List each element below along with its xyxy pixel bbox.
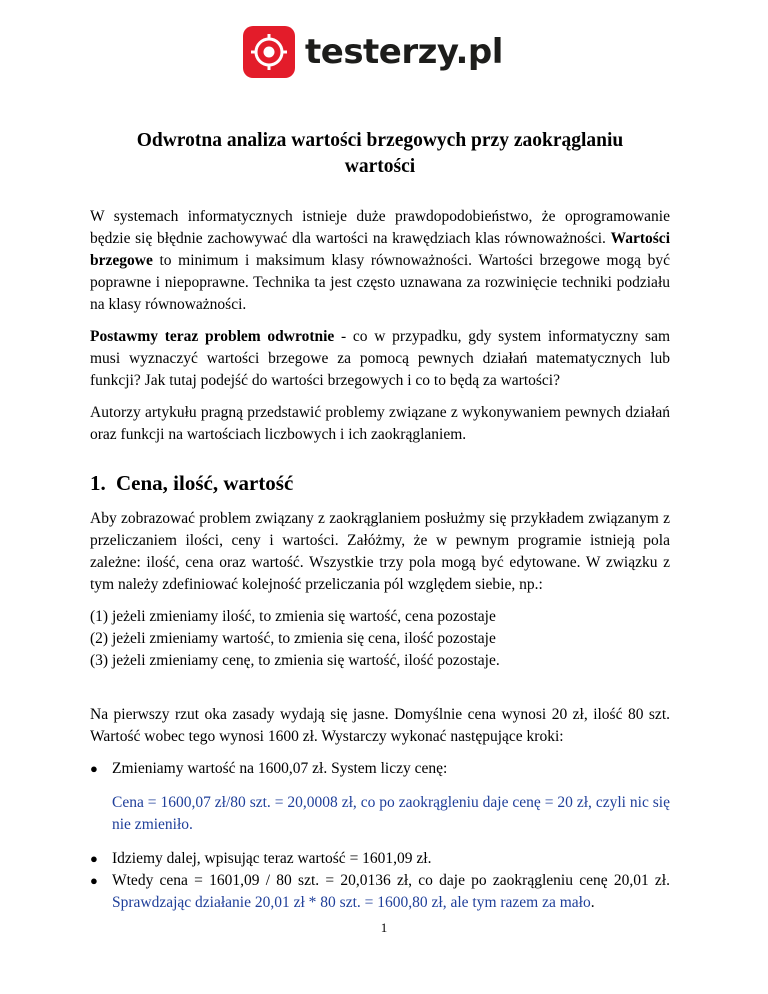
logo-text: testerzy.pl: [305, 32, 503, 72]
intro-paragraph-1: W systemach informatycznych istnieje duże prawdopodobieństwo, że oprogramowanie będzie się błędnie zachowywać dla wartości na krawędziach klas równoważności. Wartości brzegowe to minimum i maksimum klasy równoważności. Wartości brzegowe mogą być poprawne i niepoprawne. Technika ta jest często uznawana za rozwinięcie techniki podziału na klasy równoważności.: [90, 208, 670, 313]
list-item: ● Idziemy dalej, wpisując teraz wartość = 1601,09 zł.: [90, 848, 670, 870]
testerzy-logo-icon: [243, 26, 295, 78]
bullet-icon: ●: [90, 873, 98, 888]
rules-list: [90, 606, 670, 672]
page-number: 1: [380, 920, 388, 935]
calculation-check: Sprawdzając działanie 20,01 zł * 80 szt. = 1600,80 zł, ale tym razem za mało: [112, 894, 591, 911]
section-number: 1.: [90, 471, 106, 495]
bullet-icon: ●: [90, 761, 98, 776]
intro-paragraph-3: Autorzy artykułu pragną przedstawić problemy związane z wykonywaniem pewnych działań oraz funkcji na wartościach liczbowych i ich zaokrąglaniem.: [90, 404, 670, 443]
section-paragraph-2: Na pierwszy rzut oka zasady wydają się jasne. Domyślnie cena wynosi 20 zł, ilość 80 szt. Wartość wobec tego wynosi 1600 zł. Wystarczy wykonać następujące kroki:: [90, 706, 670, 745]
rule-item: (2) jeżeli zmieniamy wartość, to zmienia się cena, ilość pozostaje: [90, 630, 496, 647]
rule-item: (1) jeżeli zmieniamy ilość, to zmienia się wartość, cena pozostaje: [90, 608, 496, 625]
bullet-icon: ●: [90, 851, 98, 866]
intro-paragraph-2: Postawmy teraz problem odwrotnie - co w przypadku, gdy system informatyczny sam musi wyznaczyć wartości brzegowe za pomocą pewnych działań matematycznych lub funkcji? Jak tutaj podejść do wartości brzegowych i co to będą za wartości?: [90, 328, 671, 389]
list-item: ● Wtedy cena = 1601,09 / 80 szt. = 20,0136 zł, co daje po zaokrągleniu cenę 20,01 zł. Sprawdzając działanie 20,01 zł * 80 szt. = 1600,80 zł, ale tym razem za mało.: [90, 870, 670, 914]
section-heading: [90, 472, 670, 494]
document-title: Odwrotna analiza wartości brzegowych przy zaokrąglaniu wartości: [136, 130, 624, 177]
calculation-note: Cena = 1600,07 zł/80 szt. = 20,0008 zł, co po zaokrągleniu daje cenę = 20 zł, czyli nic się nie zmieniło.: [112, 794, 670, 833]
document-body: [90, 128, 670, 926]
list-item: ● Zmieniamy wartość na 1600,07 zł. System liczy cenę:: [90, 758, 670, 780]
logo: [243, 25, 503, 79]
steps-list-2: [90, 848, 670, 914]
section-paragraph-1: Aby zobrazować problem związany z zaokrąglaniem posłużmy się przykładem związanym z przeliczaniem ilości, ceny i wartości. Załóżmy, że w pewnym programie istnieją pola zależne: ilość, cena oraz wartość. Wszystkie trzy pola mogą być edytowane. W związku z tym należy zdefiniować kolejność przeliczania pól względem siebie, np.:: [90, 510, 670, 593]
steps-list-1: [90, 758, 670, 780]
section-title: Cena, ilość, wartość: [116, 471, 294, 495]
rule-item: (3) jeżeli zmieniamy cenę, to zmienia się wartość, ilość pozostaje.: [90, 652, 500, 669]
